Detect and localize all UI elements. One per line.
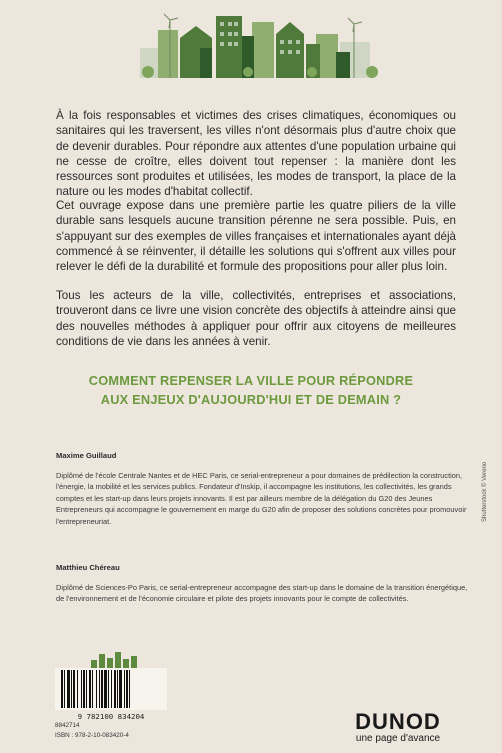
back-cover-blurb	[56, 108, 456, 200]
back-cover-blurb-2	[56, 198, 456, 274]
blurb-paragraph: Cet ouvrage expose dans une première partie les quatre piliers de la ville durable sans lesquels aucune transition pérenne ne sera possible. Puis, en s'appuyant sur des exemples de villes françaises et internationales ayant déjà commencé à se réinventer, il détaille les solutions qui s'offrent aux villes pour relever le défi de la durabilité et formule des propositions pour aller plus loin.	[56, 199, 456, 274]
author-name: Matthieu Chéreau	[56, 563, 120, 572]
city-skyline-illustration	[140, 8, 380, 78]
tagline-question	[40, 371, 462, 409]
barcode-number: 9 782100 834204	[77, 712, 145, 721]
publisher-tagline: une page d'avance	[355, 733, 441, 744]
isbn-barcode	[55, 668, 167, 710]
author-bio: Diplômé de Sciences-Po Paris, ce serial-entrepreneur accompagne des start-up dans le domaine de la transition énergétique, de l'environnement et de l'économie circulaire et pilote des projets innovants pour le compte de collectivités.	[56, 582, 468, 603]
isbn-line: ISBN : 978-2-10-083420-4	[55, 732, 129, 739]
publisher-name: DUNOD	[355, 709, 441, 734]
image-credit: Shutterstock © Vereno	[482, 461, 488, 522]
publisher-logo	[338, 711, 458, 744]
back-cover-blurb-3	[56, 288, 456, 349]
tagline-line: AUX ENJEUX D'AUJOURD'HUI ET DE DEMAIN ?	[100, 392, 402, 407]
blurb-paragraph: À la fois responsables et victimes des crises climatiques, économiques ou sanitaires qui les traversent, les villes n'ont désormais plus d'autre choix que de devenir durables. Pour répondre aux attentes d'une population urbaine qui ne cesse de croître, elles doivent tout repenser : la manière dont les ressources sont produites et utilisées, les modes de transport, la place de la nature ou les modes d'habitat collectif.	[56, 109, 456, 199]
author-block	[56, 562, 468, 605]
tagline-line: COMMENT REPENSER LA VILLE POUR RÉPONDRE	[88, 373, 414, 388]
author-bio: Diplômé de l'école Centrale Nantes et de HEC Paris, ce serial-entrepreneur a pour domaines de prédilection la construction, l'énergie, la mobilité et les services publics. Fondateur d'Inskip, il accompagne les institutions, les collectivités, les grands comptes et les start-up dans leurs projets innovants. Il est par ailleurs membre de la délégation du G20 des Jeunes Entrepreneurs qui accompagne le gouvernement en marge du G20 afin de proposer des solutions concrètes pour promouvoir l'entrepreneuriat.	[56, 470, 467, 526]
author-name: Maxime Guillaud	[56, 451, 117, 460]
barcode-block	[55, 650, 167, 746]
author-block	[56, 450, 468, 527]
blurb-paragraph: Tous les acteurs de la ville, collectivités, entreprises et associations, trouveront dans ce livre une vision concrète des objectifs à atteindre ainsi que des nouvelles méthodes à appliquer pour offrir aux citoyens de meilleures conditions de vie dans les années à venir.	[56, 289, 456, 348]
product-code: 8842714	[55, 722, 80, 729]
